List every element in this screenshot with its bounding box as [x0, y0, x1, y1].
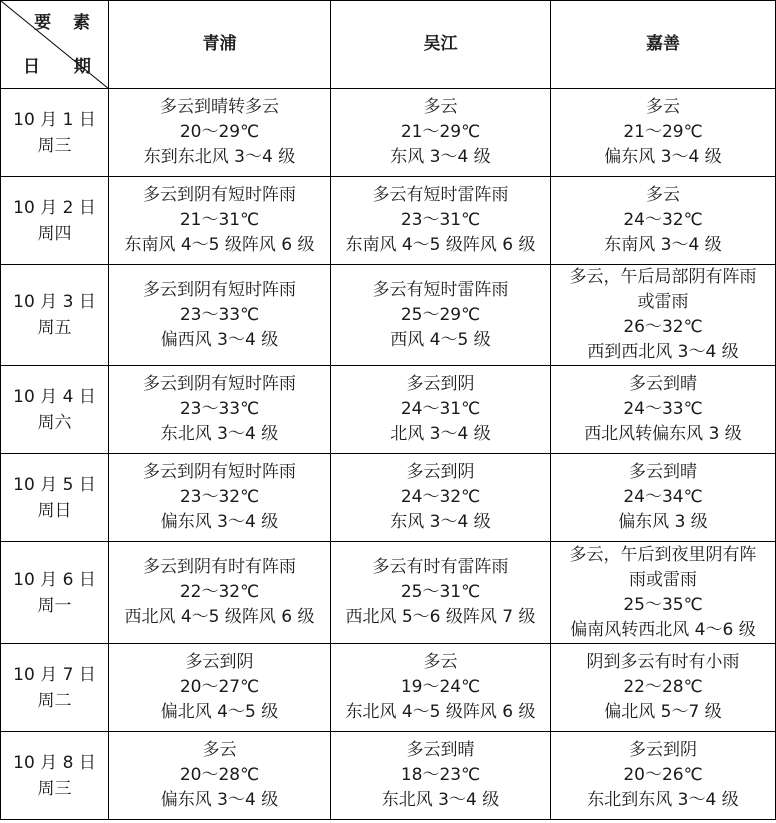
date-cell: [1, 89, 109, 177]
forecast-line: 多云到阴有短时阵雨: [143, 279, 296, 300]
table-row: [1, 89, 776, 177]
forecast-line: 21～29℃: [400, 122, 481, 142]
forecast-cell-qingpu: [109, 265, 331, 366]
forecast-cell-qingpu: [109, 542, 331, 644]
weekday-label: 周一: [37, 595, 72, 616]
forecast-line: 东风 3～4 级: [390, 147, 491, 167]
forecast-line: 东北风 3～4 级: [381, 790, 500, 810]
date-cell: [1, 732, 109, 820]
forecast-line: 21～31℃: [179, 210, 260, 230]
forecast-line: 或雷雨: [637, 292, 689, 312]
forecast-line: 偏东风 3～4 级: [160, 790, 279, 810]
forecast-line: 多云，午后到夜里阴有阵: [569, 544, 757, 565]
forecast-line: 24～33℃: [623, 399, 703, 419]
forecast-line: 多云有短时雷阵雨: [372, 185, 509, 205]
forecast-cell-jiashan: [551, 89, 776, 177]
weekday-label: 周三: [37, 135, 72, 156]
date-cell: [1, 177, 109, 265]
forecast-line: 东南风 4～5 级阵风 6 级: [124, 235, 315, 255]
forecast-line: 25～31℃: [400, 582, 481, 602]
forecast-line: 多云到阴: [185, 652, 254, 672]
date-cell: [1, 454, 109, 542]
column-header-jiashan: 嘉善: [551, 1, 776, 89]
forecast-line: 多云: [423, 652, 458, 672]
forecast-line: 东北到东风 3～4 级: [587, 790, 739, 810]
forecast-cell-jiashan: [551, 265, 776, 366]
forecast-line: 偏东风 3 级: [618, 512, 708, 532]
forecast-line: 东风 3～4 级: [390, 512, 491, 532]
forecast-line: 偏东风 3～4 级: [604, 147, 722, 167]
corner-label-elements: 要 素: [34, 13, 98, 33]
forecast-line: 23～31℃: [400, 210, 481, 230]
date-cell: [1, 542, 109, 644]
forecast-cell-wujiang: [331, 454, 551, 542]
forecast-line: 多云到阴: [629, 740, 697, 760]
forecast-line: 东南风 4～5 级阵风 6 级: [345, 235, 536, 255]
forecast-line: 23～33℃: [179, 399, 260, 419]
forecast-cell-jiashan: [551, 366, 776, 454]
forecast-line: 多云，午后局部阴有阵雨: [569, 267, 757, 287]
forecast-line: 北风 3～4 级: [390, 424, 491, 444]
forecast-line: 雨或雷雨: [629, 569, 697, 590]
forecast-cell-wujiang: [331, 542, 551, 644]
forecast-line: 多云: [423, 97, 458, 117]
table-row: [1, 366, 776, 454]
forecast-line: 20～27℃: [179, 677, 260, 697]
weekday-label: 周日: [37, 500, 72, 521]
weekday-label: 周四: [37, 223, 72, 244]
forecast-line: 22～28℃: [623, 677, 703, 697]
date-label: 10 月 8 日: [13, 752, 96, 773]
table-row: [1, 177, 776, 265]
forecast-cell-qingpu: [109, 177, 331, 265]
forecast-line: 偏西风 3～4 级: [160, 329, 279, 350]
forecast-line: 25～35℃: [623, 594, 703, 615]
forecast-line: 阴到多云有时有小雨: [586, 652, 740, 672]
forecast-cell-wujiang: [331, 177, 551, 265]
weekday-label: 周六: [37, 412, 72, 433]
forecast-line: 偏东风 3～4 级: [160, 512, 279, 532]
forecast-cell-jiashan: [551, 177, 776, 265]
table-row: [1, 265, 776, 366]
forecast-cell-wujiang: [331, 732, 551, 820]
forecast-line: 24～34℃: [623, 487, 703, 507]
header-row: [1, 1, 776, 89]
forecast-cell-qingpu: [109, 89, 331, 177]
forecast-cell-qingpu: [109, 366, 331, 454]
forecast-line: 多云到阴有短时阵雨: [143, 462, 296, 482]
forecast-cell-wujiang: [331, 366, 551, 454]
forecast-line: 20～28℃: [179, 765, 260, 785]
forecast-line: 西风 4～5 级: [390, 329, 491, 350]
forecast-line: 西北风 4～5 级阵风 6 级: [124, 607, 315, 627]
forecast-line: 多云到晴: [629, 374, 697, 394]
date-label: 10 月 7 日: [13, 664, 96, 685]
forecast-line: 19～24℃: [400, 677, 481, 697]
date-label: 10 月 3 日: [13, 292, 96, 312]
weekday-label: 周二: [37, 690, 72, 711]
forecast-line: 26～32℃: [623, 317, 703, 337]
forecast-cell-jiashan: [551, 542, 776, 644]
forecast-line: 18～23℃: [400, 765, 481, 785]
forecast-line: 多云: [646, 97, 680, 117]
forecast-cell-jiashan: [551, 454, 776, 542]
forecast-line: 多云到阴: [406, 374, 475, 394]
forecast-line: 东北风 4～5 级阵风 6 级: [345, 702, 536, 722]
forecast-line: 西北风 5～6 级阵风 7 级: [345, 607, 536, 627]
column-header-wujiang: 吴江: [331, 1, 551, 89]
date-cell: [1, 265, 109, 366]
forecast-line: 20～29℃: [179, 122, 260, 142]
table-row: [1, 454, 776, 542]
forecast-cell-jiashan: [551, 644, 776, 732]
column-header-qingpu: 青浦: [109, 1, 331, 89]
corner-label-date: 日 期: [23, 57, 105, 77]
forecast-line: 22～32℃: [179, 582, 260, 602]
forecast-line: 多云到晴: [406, 740, 475, 760]
forecast-line: 20～26℃: [623, 765, 703, 785]
date-label: 10 月 4 日: [13, 386, 96, 407]
weekday-label: 周五: [37, 318, 72, 338]
forecast-line: 多云有时有雷阵雨: [372, 557, 509, 577]
table-row: [1, 542, 776, 644]
forecast-cell-wujiang: [331, 89, 551, 177]
forecast-line: 24～32℃: [400, 487, 481, 507]
forecast-line: 偏北风 5～7 级: [604, 702, 722, 722]
corner-cell: [1, 1, 109, 89]
forecast-line: 多云到晴: [629, 462, 697, 482]
forecast-cell-qingpu: [109, 732, 331, 820]
forecast-cell-wujiang: [331, 265, 551, 366]
forecast-line: 东北风 3～4 级: [160, 424, 279, 444]
forecast-line: 多云: [202, 740, 237, 760]
forecast-cell-jiashan: [551, 732, 776, 820]
table-row: [1, 732, 776, 820]
forecast-line: 西北风转偏东风 3 级: [584, 424, 742, 444]
weekday-label: 周三: [37, 778, 72, 799]
forecast-line: 多云到阴: [406, 462, 475, 482]
date-cell: [1, 366, 109, 454]
forecast-line: 24～32℃: [623, 210, 703, 230]
forecast-line: 西到西北风 3～4 级: [587, 342, 739, 362]
forecast-cell-qingpu: [109, 454, 331, 542]
forecast-line: 多云到晴转多云: [160, 97, 279, 117]
forecast-line: 多云有短时雷阵雨: [372, 279, 509, 300]
table-row: [1, 644, 776, 732]
forecast-cell-wujiang: [331, 644, 551, 732]
forecast-line: 偏北风 4～5 级: [160, 702, 279, 722]
date-label: 10 月 5 日: [13, 474, 96, 495]
date-label: 10 月 1 日: [13, 109, 96, 130]
forecast-cell-qingpu: [109, 644, 331, 732]
forecast-line: 东到东北风 3～4 级: [143, 147, 296, 167]
forecast-line: 21～29℃: [623, 122, 703, 142]
forecast-line: 24～31℃: [400, 399, 481, 419]
forecast-line: 多云到阴有短时阵雨: [143, 374, 296, 394]
date-label: 10 月 6 日: [13, 569, 96, 590]
date-cell: [1, 644, 109, 732]
forecast-line: 偏南风转西北风 4～6 级: [570, 619, 756, 640]
forecast-line: 多云到阴有时有阵雨: [143, 557, 296, 577]
forecast-line: 多云: [646, 185, 680, 205]
forecast-line: 东南风 3～4 级: [604, 235, 722, 255]
forecast-line: 23～32℃: [179, 487, 260, 507]
forecast-line: 25～29℃: [400, 304, 481, 325]
forecast-line: 多云到阴有短时阵雨: [143, 185, 296, 205]
forecast-line: 23～33℃: [179, 304, 260, 325]
date-label: 10 月 2 日: [13, 197, 96, 218]
